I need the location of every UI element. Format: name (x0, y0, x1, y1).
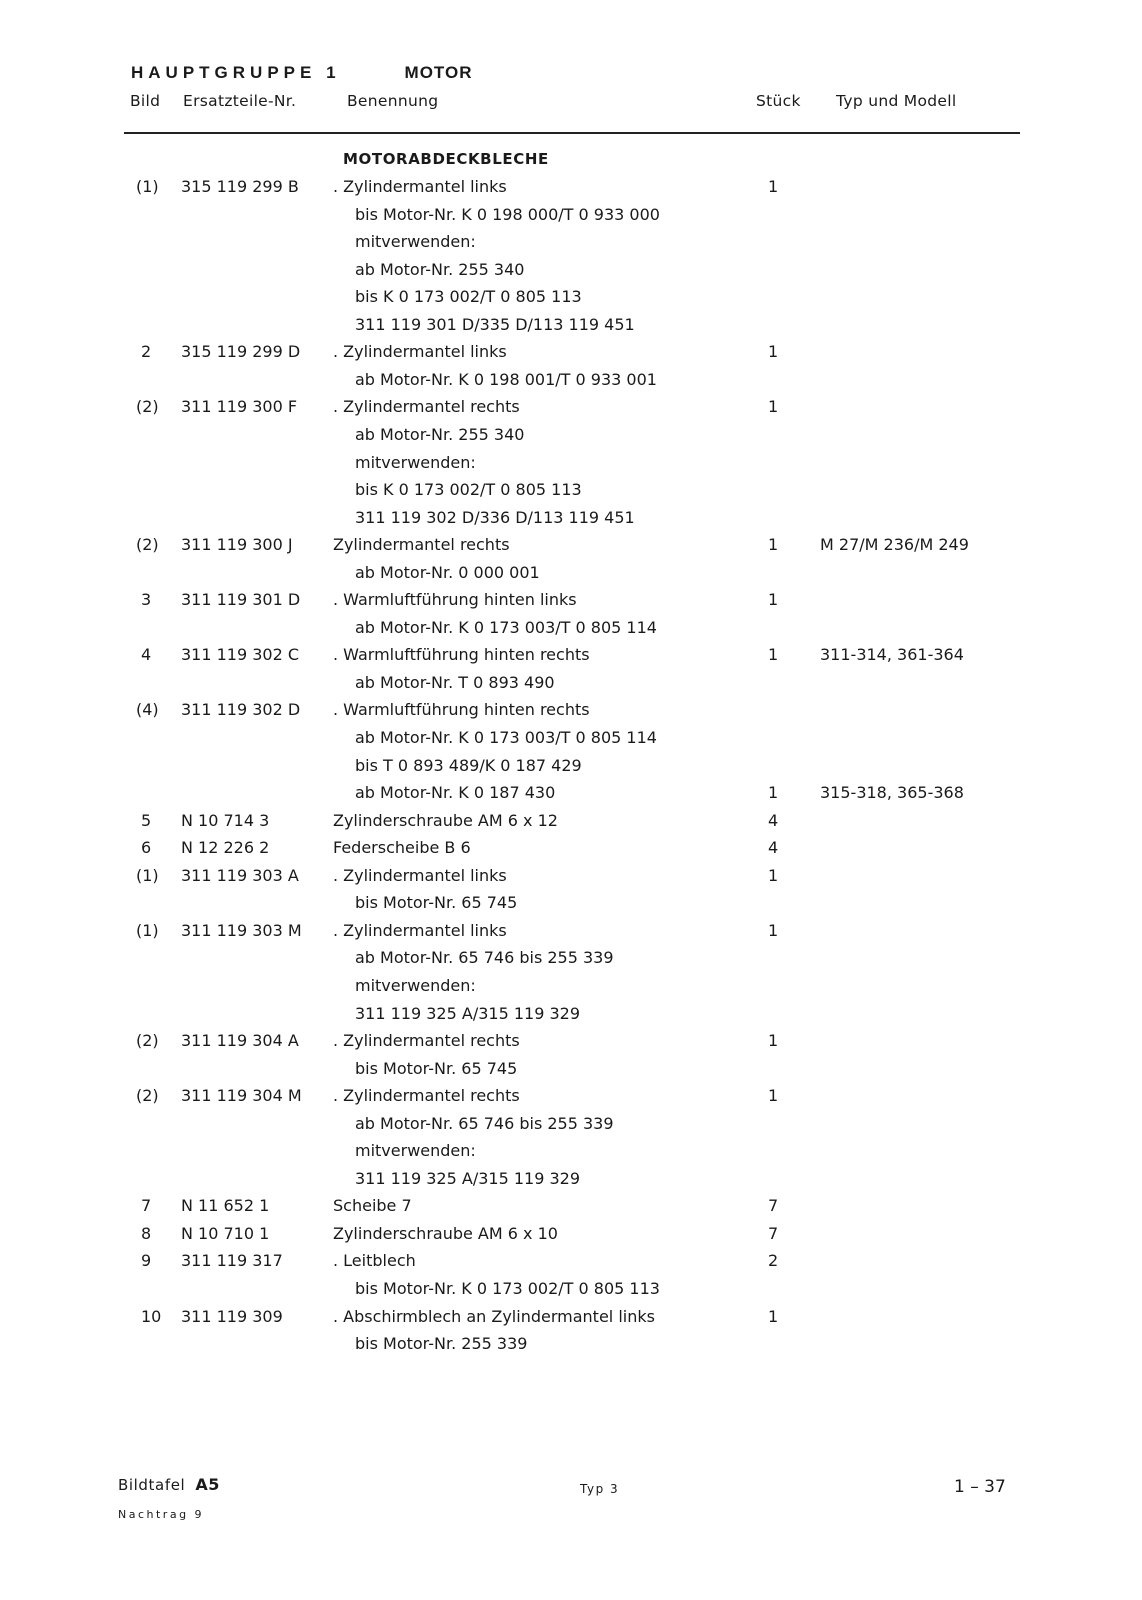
column-header-bild: Bild (130, 92, 161, 110)
cell-description: . Zylindermantel rechts (333, 1031, 520, 1050)
cell-description: ab Motor-Nr. 65 746 bis 255 339 (355, 948, 614, 967)
cell-part-number: 311 119 300 F (181, 397, 298, 416)
cell-description: Zylinderschraube AM 6 x 12 (333, 811, 558, 830)
cell-bild: (2) (136, 535, 159, 554)
section-title: MOTORABDECKBLECHE (343, 150, 549, 168)
cell-part-number: N 10 714 3 (181, 811, 270, 830)
cell-part-number: 311 119 309 (181, 1307, 283, 1326)
cell-description: mitverwenden: (355, 232, 476, 251)
cell-part-number: N 10 710 1 (181, 1224, 270, 1243)
cell-bild: 6 (141, 838, 152, 857)
cell-part-number: 311 119 302 C (181, 645, 300, 664)
footer-bildtafel-label: Bildtafel (118, 1476, 186, 1494)
cell-quantity: 1 (768, 645, 779, 664)
cell-description: . Zylindermantel rechts (333, 397, 520, 416)
cell-description: bis Motor-Nr. K 0 173 002/T 0 805 113 (355, 1279, 660, 1298)
cell-part-number: 311 119 304 A (181, 1031, 299, 1050)
cell-description: mitverwenden: (355, 1141, 476, 1160)
cell-description: 311 119 325 A/315 119 329 (355, 1169, 580, 1188)
cell-quantity: 1 (768, 1307, 779, 1326)
cell-part-number: 311 119 303 A (181, 866, 299, 885)
cell-description: . Zylindermantel rechts (333, 1086, 520, 1105)
footer-bildtafel-value: A5 (195, 1475, 221, 1494)
cell-bild: 3 (141, 590, 152, 609)
footer-nachtrag: Nachtrag 9 (118, 1508, 205, 1521)
cell-quantity: 2 (768, 1251, 779, 1270)
cell-quantity: 7 (768, 1224, 779, 1243)
cell-part-number: 315 119 299 B (181, 177, 299, 196)
cell-description: bis Motor-Nr. 65 745 (355, 1059, 518, 1078)
cell-description: ab Motor-Nr. 255 340 (355, 425, 525, 444)
cell-description: 311 119 325 A/315 119 329 (355, 1004, 580, 1023)
cell-description: bis K 0 173 002/T 0 805 113 (355, 480, 582, 499)
cell-bild: (2) (136, 1031, 159, 1050)
cell-description: ab Motor-Nr. T 0 893 490 (355, 673, 555, 692)
cell-part-number: 315 119 299 D (181, 342, 301, 361)
cell-description: . Warmluftführung hinten rechts (333, 700, 590, 719)
cell-part-number: 311 119 304 M (181, 1086, 302, 1105)
cell-quantity: 4 (768, 811, 779, 830)
cell-quantity: 1 (768, 1031, 779, 1050)
cell-description: . Leitblech (333, 1251, 416, 1270)
footer-bildtafel (118, 1475, 220, 1494)
cell-description: Zylinderschraube AM 6 x 10 (333, 1224, 558, 1243)
cell-quantity: 4 (768, 838, 779, 857)
cell-bild: (2) (136, 397, 159, 416)
cell-part-number: N 12 226 2 (181, 838, 270, 857)
cell-description: Federscheibe B 6 (333, 838, 471, 857)
column-header-quantity: Stück (756, 92, 801, 110)
cell-part-number: 311 119 302 D (181, 700, 301, 719)
main-group-title: MOTOR (404, 63, 473, 82)
cell-bild: (1) (136, 866, 159, 885)
cell-bild: 2 (141, 342, 152, 361)
cell-quantity: 1 (768, 1086, 779, 1105)
cell-description: 311 119 301 D/335 D/113 119 451 (355, 315, 635, 334)
cell-description: ab Motor-Nr. K 0 173 003/T 0 805 114 (355, 618, 657, 637)
cell-description: bis Motor-Nr. K 0 198 000/T 0 933 000 (355, 205, 660, 224)
cell-description: bis Motor-Nr. 255 339 (355, 1334, 528, 1353)
cell-bild: 9 (141, 1251, 152, 1270)
cell-description: bis K 0 173 002/T 0 805 113 (355, 287, 582, 306)
cell-bild: 8 (141, 1224, 152, 1243)
cell-part-number: 311 119 317 (181, 1251, 283, 1270)
cell-description: ab Motor-Nr. 255 340 (355, 260, 525, 279)
cell-quantity: 1 (768, 590, 779, 609)
cell-quantity: 1 (768, 397, 779, 416)
cell-part-number: 311 119 303 M (181, 921, 302, 940)
cell-bild: 4 (141, 645, 152, 664)
cell-description: bis Motor-Nr. 65 745 (355, 893, 518, 912)
cell-bild: (1) (136, 177, 159, 196)
cell-bild: (4) (136, 700, 159, 719)
cell-type-model: M 27/M 236/M 249 (820, 535, 969, 554)
cell-description: . Abschirmblech an Zylindermantel links (333, 1307, 655, 1326)
cell-description: . Warmluftführung hinten links (333, 590, 577, 609)
cell-description: mitverwenden: (355, 453, 476, 472)
footer-page-number: 1 – 37 (954, 1477, 1006, 1497)
cell-description: Zylindermantel rechts (333, 535, 510, 554)
column-header-part-number: Ersatzteile-Nr. (183, 92, 297, 110)
cell-description: ab Motor-Nr. K 0 198 001/T 0 933 001 (355, 370, 657, 389)
cell-type-model: 311-314, 361-364 (820, 645, 964, 664)
cell-description: . Zylindermantel links (333, 866, 507, 885)
cell-description: 311 119 302 D/336 D/113 119 451 (355, 508, 635, 527)
main-group-label: HAUPTGRUPPE 1 (131, 63, 341, 82)
cell-description: bis T 0 893 489/K 0 187 429 (355, 756, 582, 775)
cell-type-model: 315-318, 365-368 (820, 783, 964, 802)
cell-quantity: 7 (768, 1196, 779, 1215)
cell-quantity: 1 (768, 921, 779, 940)
cell-quantity: 1 (768, 342, 779, 361)
cell-description: mitverwenden: (355, 976, 476, 995)
cell-description: . Warmluftführung hinten rechts (333, 645, 590, 664)
cell-bild: (1) (136, 921, 159, 940)
cell-description: ab Motor-Nr. K 0 187 430 (355, 783, 556, 802)
cell-bild: 7 (141, 1196, 152, 1215)
cell-bild: 5 (141, 811, 152, 830)
cell-part-number: 311 119 300 J (181, 535, 293, 554)
cell-description: ab Motor-Nr. 0 000 001 (355, 563, 540, 582)
cell-quantity: 1 (768, 866, 779, 885)
cell-bild: (2) (136, 1086, 159, 1105)
cell-quantity: 1 (768, 783, 779, 802)
cell-description: ab Motor-Nr. 65 746 bis 255 339 (355, 1114, 614, 1133)
footer-typ: Typ 3 (580, 1482, 620, 1496)
cell-quantity: 1 (768, 177, 779, 196)
cell-description: . Zylindermantel links (333, 177, 507, 196)
cell-description: . Zylindermantel links (333, 342, 507, 361)
cell-description: . Zylindermantel links (333, 921, 507, 940)
cell-part-number: N 11 652 1 (181, 1196, 270, 1215)
cell-quantity: 1 (768, 535, 779, 554)
cell-description: ab Motor-Nr. K 0 173 003/T 0 805 114 (355, 728, 657, 747)
cell-bild: 10 (141, 1307, 162, 1326)
cell-description: Scheibe 7 (333, 1196, 412, 1215)
cell-part-number: 311 119 301 D (181, 590, 301, 609)
column-header-type-model: Typ und Modell (836, 92, 957, 110)
column-header-description: Benennung (347, 92, 439, 110)
